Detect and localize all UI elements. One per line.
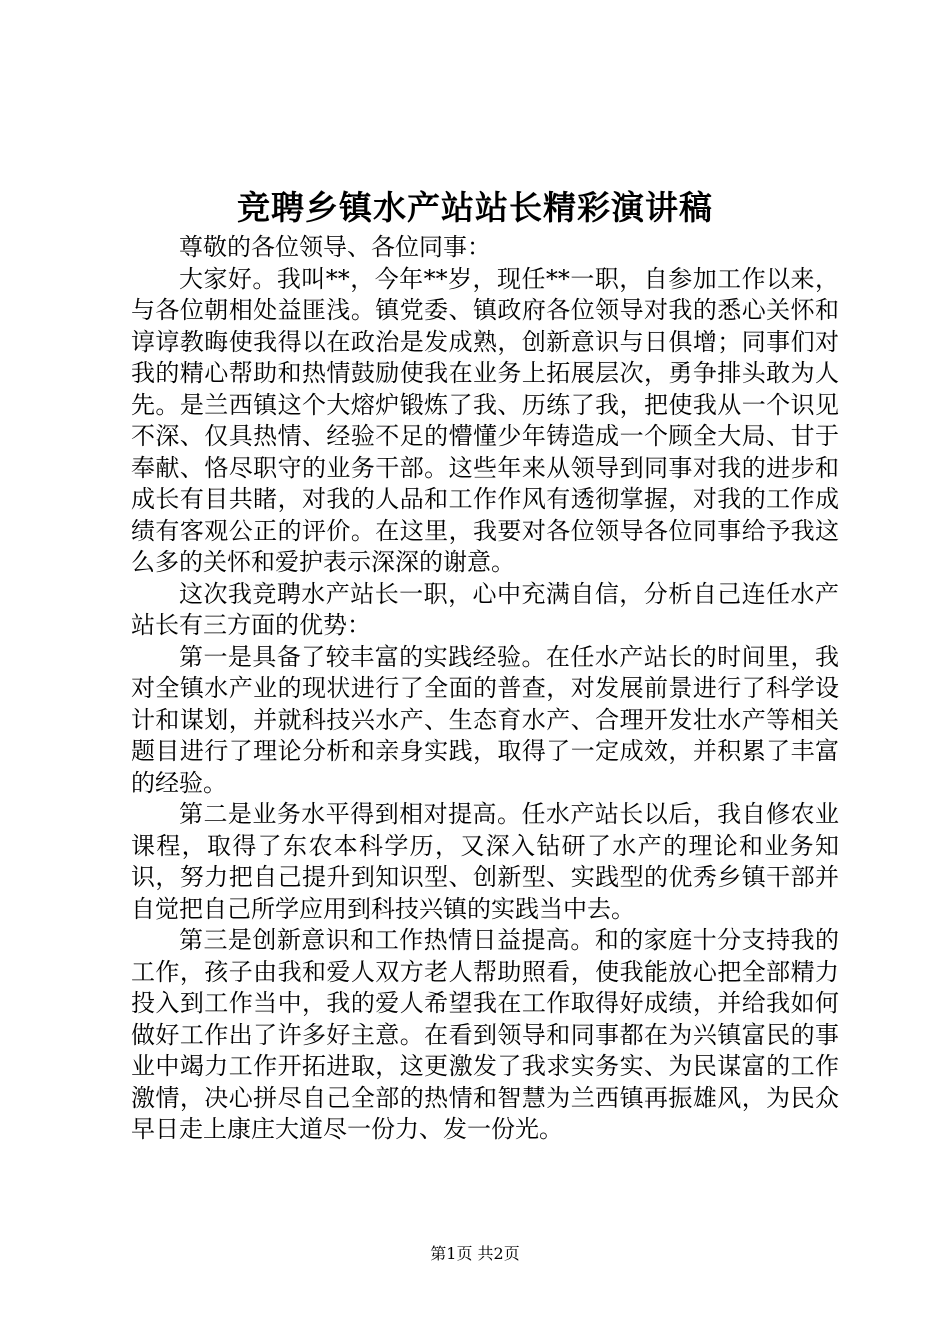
paragraph-advantages: 这次我竞聘水产站长一职，心中充满自信，分析自己连任水产站长有三方面的优势：	[131, 579, 839, 639]
paragraph-third: 第三是创新意识和工作热情日益提高。和的家庭十分支持我的工作，孩子由我和爱人双方老人帮助照看，使我能放心把全部精力投入到工作当中，我的爱人希望我在工作取得好成绩，并给我如何做好工作出了许多好主意。在看到领导和同事都在为兴镇富民的事业中竭力工作开拓进取，这更激发了我求实务实、为民谋富的工作激情，决心拼尽自己全部的热情和智慧为兰西镇再振雄风，为民众早日走上康庄大道尽一份力、发一份光。	[131, 926, 839, 1143]
paragraph-intro: 大家好。我叫**，今年**岁，现任**一职，自参加工作以来，与各位朝相处益匪浅。镇党委、镇政府各位领导对我的悉心关怀和谆谆教晦使我得以在政治是发成熟，创新意识与日俱增；同事们对我的精心帮助和热情鼓励使我在业务上拓展层次，勇争排头敢为人先。是兰西镇这个大熔炉锻炼了我、历练了我，把使我从一个识见不深、仅具热情、经验不足的懵懂少年铸造成一个顾全大局、甘于奉献、恪尽职守的业务干部。这些年来从领导到同事对我的进步和成长有目共睹，对我的人品和工作作风有透彻掌握，对我的工作成绩有客观公正的评价。在这里，我要对各位领导各位同事给予我这么多的关怀和爱护表示深深的谢意。	[131, 264, 839, 576]
document-title: 竞聘乡镇水产站站长精彩演讲稿	[237, 188, 713, 227]
document-body	[131, 232, 839, 1146]
paragraph-first: 第一是具备了较丰富的实践经验。在任水产站长的时间里，我对全镇水产业的现状进行了全面的普查，对发展前景进行了科学设计和谋划，并就科技兴水产、生态育水产、合理开发壮水产等相关题目进行了理论分析和亲身实践，取得了一定成效，并积累了丰富的经验。	[131, 642, 839, 797]
salutation: 尊敬的各位领导、各位同事：	[179, 233, 491, 261]
page-footer: 第1页 共2页	[430, 1244, 520, 1263]
paragraph-second: 第二是业务水平得到相对提高。任水产站长以后，我自修农业课程，取得了东农本科学历，又深入钻研了水产的理论和业务知识，努力把自己提升到知识型、创新型、实践型的优秀乡镇干部并自觉把自己所学应用到科技兴镇的实践当中去。	[131, 800, 839, 923]
